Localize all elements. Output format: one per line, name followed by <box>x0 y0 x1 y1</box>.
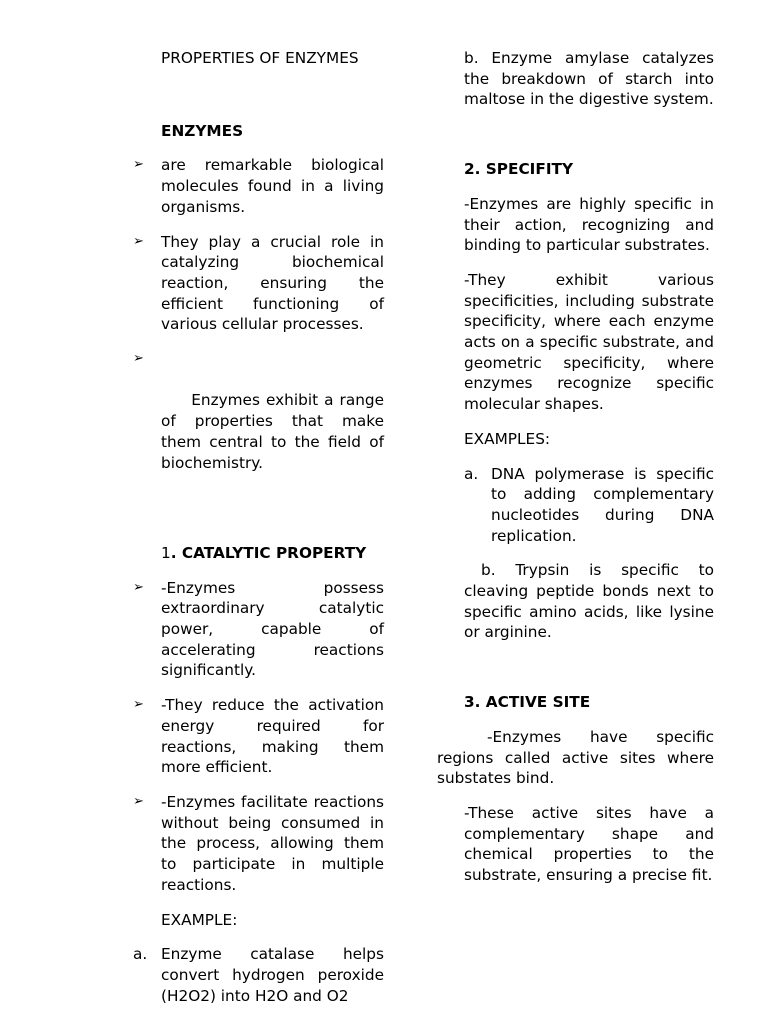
example-text: DNA polymerase is specific to adding complementary nucleotides during DNA replication. <box>491 464 714 545</box>
arrow-bullet-icon: ➢ <box>133 793 144 809</box>
active-site-paragraph: -Enzymes have specific regions called active sites where substates bind. <box>437 727 714 788</box>
trypsin-example: b. Trypsin is specific to cleaving peptide bonds next to specific amino acids, like lysine or arginine. <box>464 561 714 642</box>
arrow-bullet-icon: ➢ <box>133 697 144 713</box>
example-item <box>133 944 384 1006</box>
enzymes-heading: ENZYMES <box>161 121 244 140</box>
example-text: Enzyme catalase helps convert hydrogen peroxide (H2O2) into H2O and O2 <box>161 945 384 1005</box>
example-item <box>437 464 714 547</box>
active-site-heading: 3. ACTIVE SITE <box>464 693 591 712</box>
list-item <box>133 695 384 778</box>
left-column <box>133 48 389 1006</box>
example-marker: a. <box>133 945 148 964</box>
specifity-paragraph: -Enzymes are highly specific in their action, recognizing and binding to particular substrates. <box>464 194 714 255</box>
catalytic-heading-text: . CATALYTIC PROPERTY <box>170 543 367 562</box>
list-item-text: They play a crucial role in catalyzing biochemical reaction, ensuring the efficient functioning of various cellular processes. <box>161 232 384 334</box>
amylase-example: b. Enzyme amylase catalyzes the breakdown of starch into maltose in the digestive system. <box>464 49 714 109</box>
example-label: EXAMPLE: <box>161 910 238 929</box>
list-item-text: -Enzymes possess extraordinary catalytic power, capable of accelerating reactions significantly. <box>161 578 384 680</box>
example-marker: a. <box>464 464 479 483</box>
examples-label: EXAMPLES: <box>464 429 551 448</box>
list-item <box>133 232 384 336</box>
list-item-text: are remarkable biological molecules found in a living organisms. <box>161 156 384 216</box>
list-item-text: -Enzymes facilitate reactions without being consumed in the process, allowing them to participate in multiple reactions. <box>161 792 384 894</box>
list-item-text: -They reduce the activation energy required for reactions, making them more efficient. <box>161 696 384 777</box>
arrow-bullet-icon: ➢ <box>133 351 144 367</box>
right-column <box>437 48 714 886</box>
arrow-bullet-icon: ➢ <box>133 233 144 249</box>
specifity-heading: 2. SPECIFITY <box>464 160 574 179</box>
active-site-paragraph: -These active sites have a complementary shape and chemical properties to the substrate, ensuring a precise fit. <box>464 803 714 885</box>
specifity-paragraph: -They exhibit various specificities, including substrate specificity, where each enzyme acts on a specific substrate, and geometric specificity, where enzymes recognize specific molecular shapes. <box>464 270 714 414</box>
list-item-text: Enzymes exhibit a range of properties that make them central to the field of biochemistry. <box>161 391 389 472</box>
list-item <box>133 349 389 494</box>
list-item <box>133 792 384 896</box>
catalytic-number: 1 <box>161 543 171 562</box>
document-title: PROPERTIES OF ENZYMES <box>161 49 359 67</box>
arrow-bullet-icon: ➢ <box>133 157 144 173</box>
list-item <box>133 578 384 682</box>
list-item <box>133 155 384 217</box>
arrow-bullet-icon: ➢ <box>133 579 144 595</box>
catalytic-heading <box>133 543 384 564</box>
